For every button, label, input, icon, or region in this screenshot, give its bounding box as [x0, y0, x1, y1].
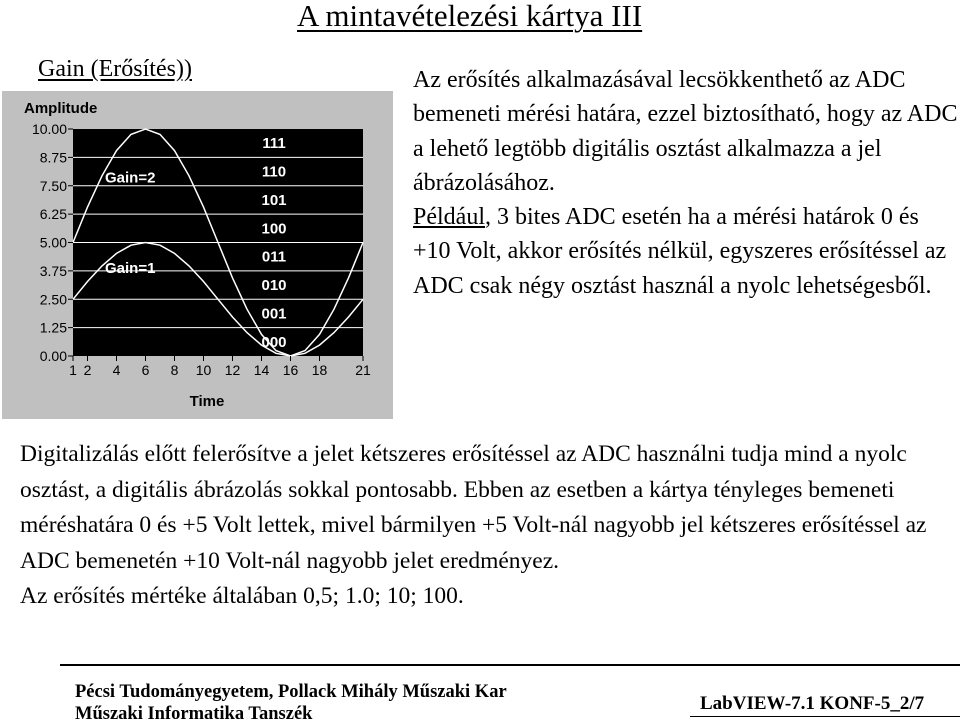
code-label: 001 [261, 305, 287, 323]
footer-slide-code-rule [690, 716, 960, 717]
x-tick-label: 21 [355, 362, 371, 378]
y-tick-label: 3.75 [39, 262, 67, 279]
x-tick-label: 1 [69, 362, 77, 378]
code-label: 010 [261, 277, 287, 295]
x-tick-label: 8 [170, 362, 179, 378]
example-lead: Például [413, 204, 485, 231]
footer-slide-code: LabVIEW-7.1 KONF-5_2/7 [700, 693, 925, 714]
footer-institution-block [75, 681, 507, 725]
footer-divider [60, 664, 960, 666]
code-label: 110 [261, 163, 287, 181]
body-text [20, 437, 960, 615]
code-label: 011 [261, 248, 287, 266]
x-tick-label: 4 [112, 362, 121, 378]
gain-values-paragraph: Az erősítés mértéke általában 0,5; 1.0; 10; 100. [20, 583, 464, 609]
footer-department: Műszaki Informatika Tanszék [75, 704, 313, 724]
slide-title: A mintavételezési kártya III [297, 0, 643, 33]
y-tick-label: 10.00 [31, 121, 67, 137]
x-tick-label: 2 [83, 362, 92, 378]
y-tick-label: 6.25 [39, 206, 67, 223]
x-tick-label: 10 [195, 362, 212, 378]
intro-text [413, 63, 958, 303]
y-tick-label: 7.50 [39, 177, 67, 194]
code-label: 100 [261, 220, 287, 238]
y-tick-label: 0.00 [39, 348, 67, 364]
example-paragraph [413, 200, 958, 303]
code-label: 000 [261, 333, 287, 351]
intro-paragraph: Az erősítés alkalmazásával lecsökkenthető az ADC bemeneti mérési határa, ezzel biztosítható, hogy az ADC a lehető legtöbb digitális osztást alkalmazza a jel ábrázolásához. [413, 67, 958, 196]
footer-institution: Pécsi Tudományegyetem, Pollack Mihály Műszaki Kar [75, 682, 507, 702]
y-tick-label: 1.25 [39, 319, 67, 336]
y-axis-label: Amplitude [24, 100, 98, 117]
y-tick-label: 2.50 [39, 291, 67, 308]
series-label: Gain=1 [105, 260, 156, 278]
code-label: 101 [261, 191, 287, 209]
code-label: 111 [262, 135, 286, 153]
x-tick-label: 18 [311, 362, 328, 378]
y-tick-label: 5.00 [39, 234, 67, 251]
x-tick-label: 6 [141, 362, 150, 378]
x-axis-label: Time [189, 393, 225, 410]
y-tick-label: 8.75 [39, 149, 67, 166]
series-label: Gain=2 [105, 169, 156, 187]
body-paragraph: Digitalizálás előtt felerősítve a jelet kétszeres erősítéssel az ADC használni tudja mind a nyolc osztást, a digitális ábrázolás sokkal pontosabb. Ebben az esetben a kártya tényleges bemeneti méréshatára 0 és +5 Volt lettek, mivel bármilyen +5 Volt-nál nagyobb jel kétszeres erősítéssel az ADC bemenetén +10 Volt-nál nagyobb jelet eredményez. [20, 441, 927, 574]
x-tick-label: 12 [224, 362, 241, 378]
x-tick-label: 14 [253, 362, 270, 378]
gain-heading: Gain (Erősítés)) [38, 56, 192, 82]
gain-chart [2, 91, 393, 419]
x-tick-label: 16 [282, 362, 299, 378]
example-rest: , 3 bites ADC esetén ha a mérési határok 0 és +10 Volt, akkor erősítés nélkül, egyszeres erősítéssel az ADC csak négy osztást használ a nyolc lehetségesből. [413, 204, 947, 299]
